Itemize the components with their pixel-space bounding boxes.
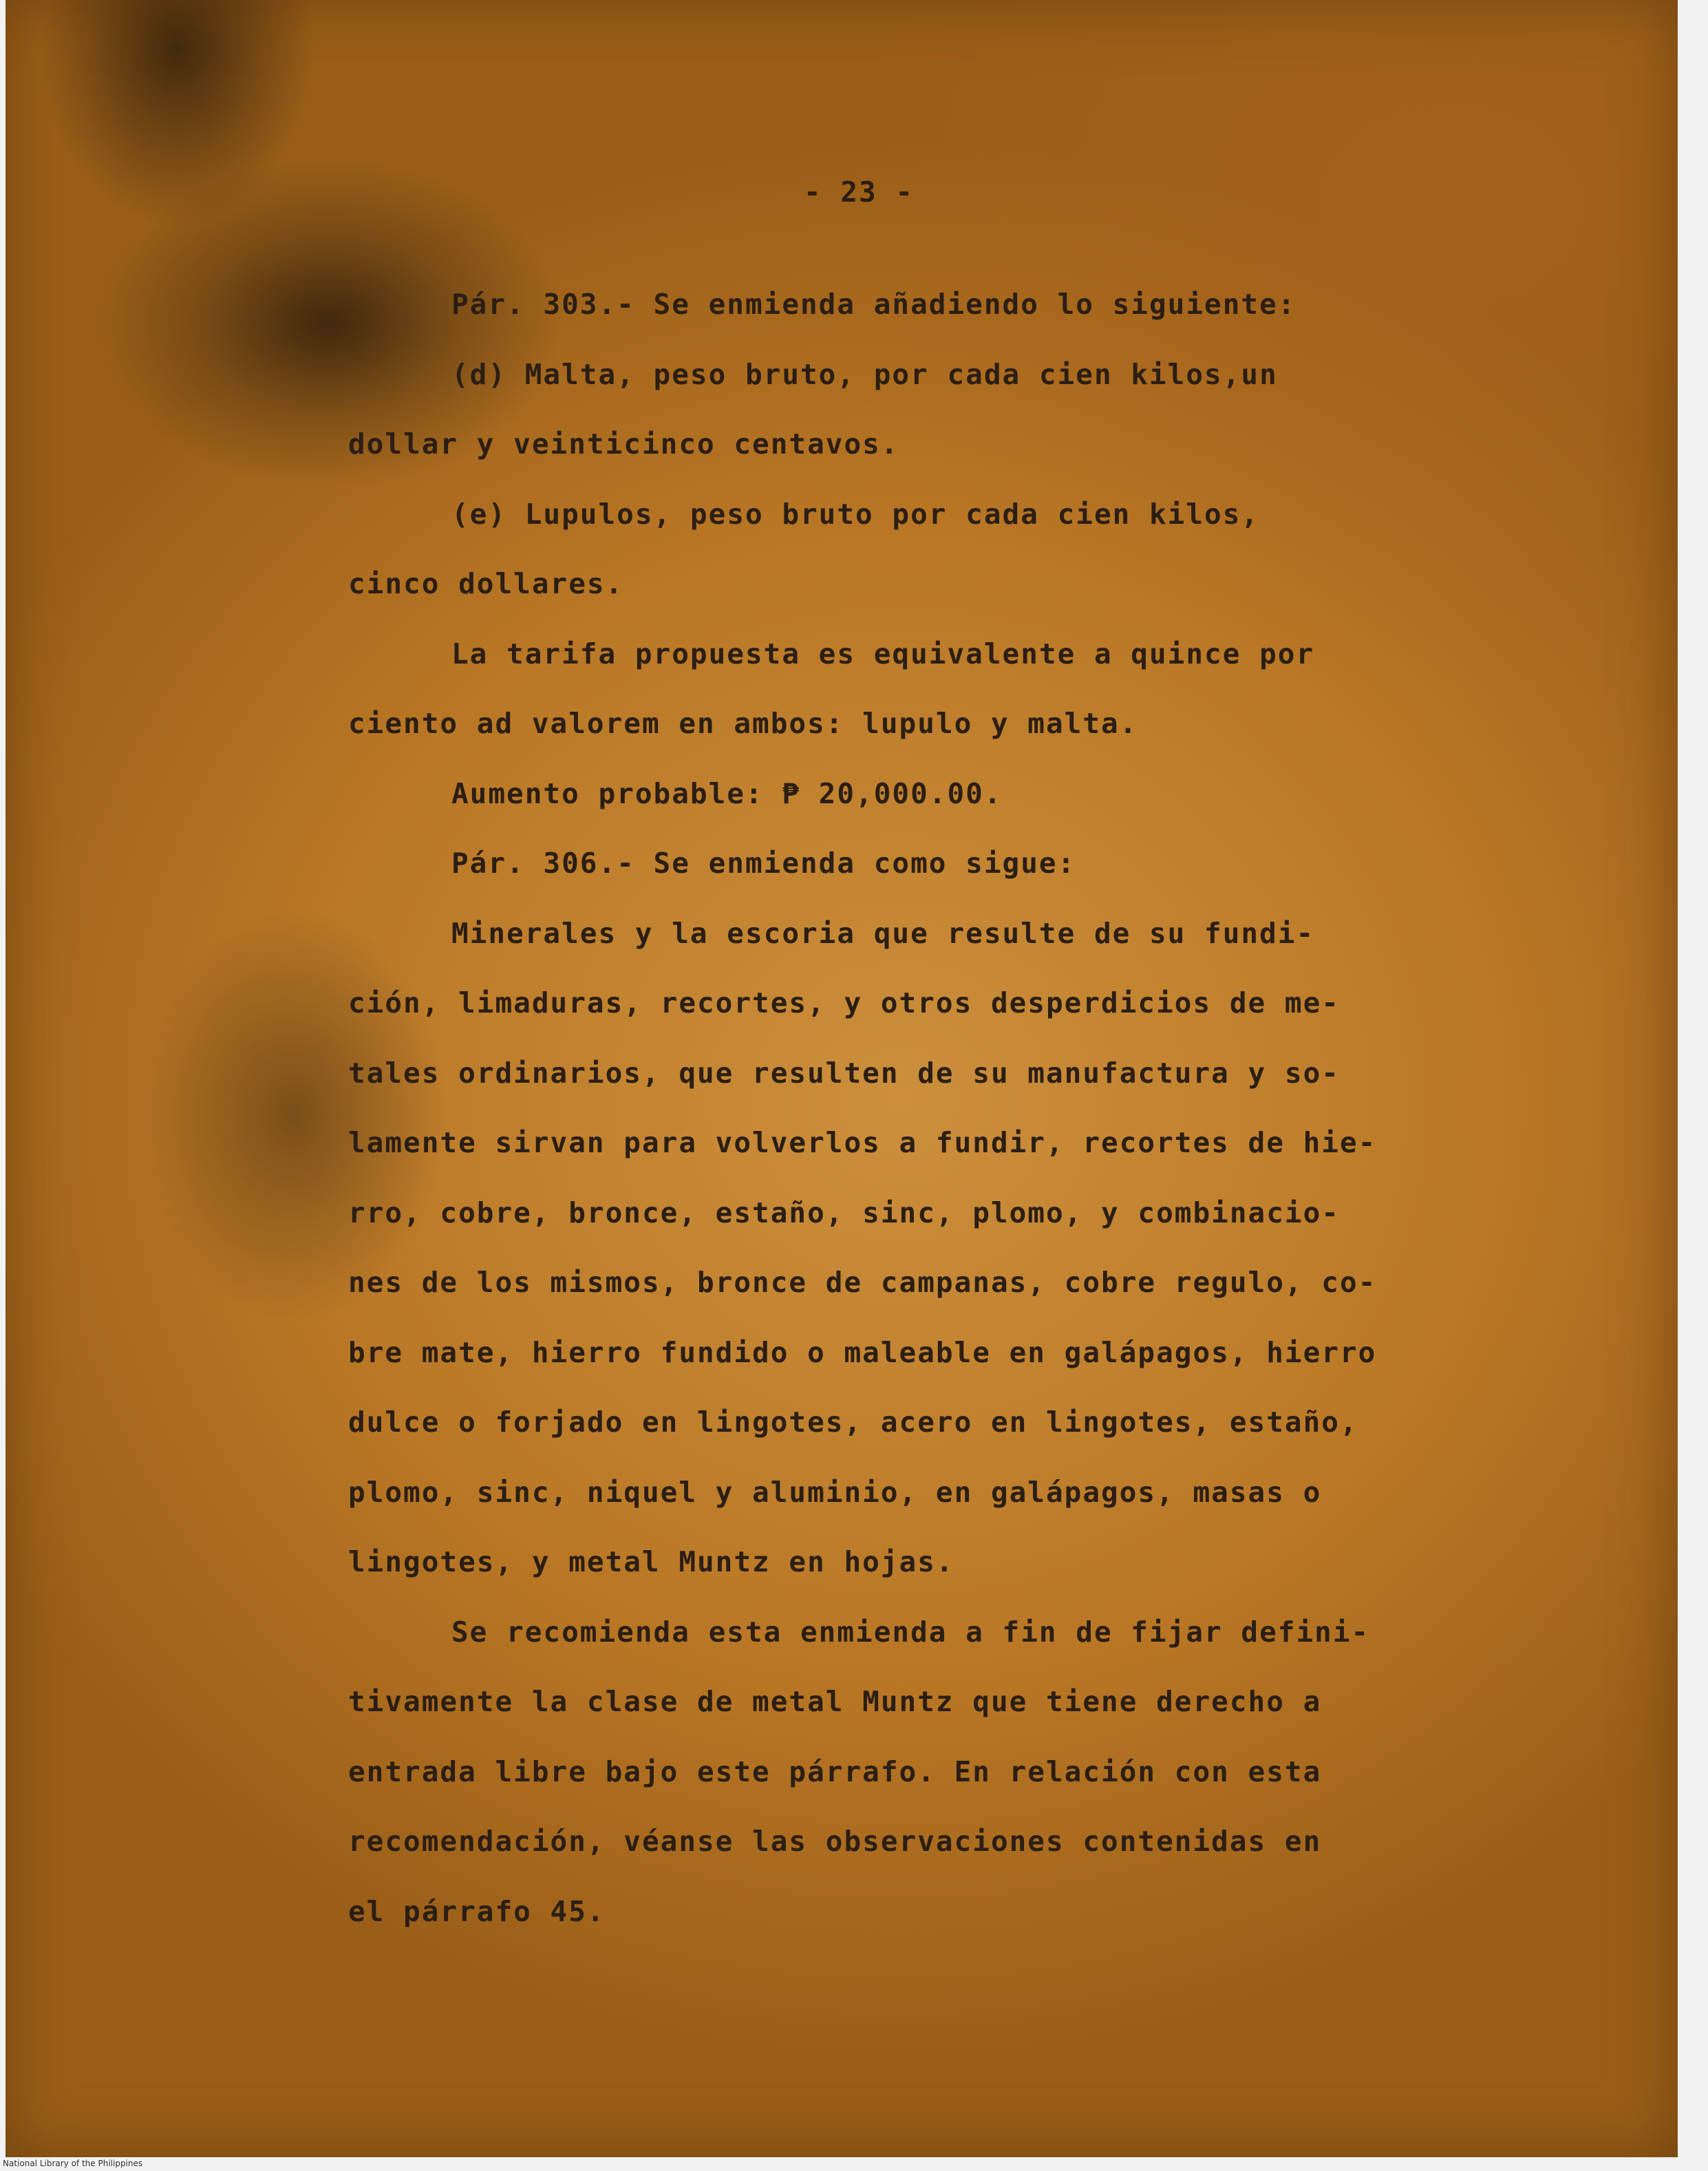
text-line: Pár. 306.- Se enmienda como sigue: (451, 847, 1076, 880)
text-line: dulce o forjado en lingotes, acero en lingotes, estaño, (348, 1406, 1358, 1439)
text-line: dollar y veinticinco centavos. (348, 427, 899, 460)
text-line: Minerales y la escoria que resulte de su fundi- (451, 916, 1315, 950)
archive-stamp: National Library of the Philippines (3, 2159, 143, 2168)
text-line: lingotes, y metal Muntz en hojas. (348, 1545, 954, 1578)
text-line: lamente sirvan para volverlos a fundir, recortes de hie- (348, 1126, 1377, 1159)
text-line: (d) Malta, peso bruto, por cada cien kilos,un (451, 357, 1278, 391)
text-line: (e) Lupulos, peso bruto por cada cien kilos, (451, 497, 1260, 531)
text-line: Pár. 303.- Se enmienda añadiendo lo siguiente: (451, 288, 1296, 321)
text-line: el párrafo 45. (348, 1894, 606, 1928)
text-line: rro, cobre, bronce, estaño, sinc, plomo, y combinacio- (348, 1196, 1340, 1229)
text-line: Aumento probable: ₱ 20,000.00. (451, 776, 1003, 810)
text-line: tales ordinarios, que resulten de su manufactura y so- (348, 1056, 1340, 1090)
text-line: ciento ad valorem en ambos: lupulo y malta. (348, 707, 1138, 740)
text-line: recomendación, véanse las observaciones contenidas en (348, 1825, 1322, 1858)
page-number: - 23 - (804, 176, 915, 209)
text-line: entrada libre bajo este párrafo. En relación con esta (348, 1755, 1322, 1788)
document-body (348, 270, 1518, 1947)
text-line: Se recomienda esta enmienda a fin de fijar defini- (451, 1615, 1370, 1649)
document-page (6, 0, 1678, 2157)
text-line: bre mate, hierro fundido o maleable en galápagos, hierro (348, 1335, 1377, 1369)
text-line: La tarifa propuesta es equivalente a quince por (451, 637, 1315, 670)
text-line: ción, limaduras, recortes, y otros desperdicios de me- (348, 986, 1340, 1019)
text-line: cinco dollares. (348, 567, 624, 600)
text-line: plomo, sinc, niquel y aluminio, en galápagos, masas o (348, 1475, 1322, 1509)
text-line: nes de los mismos, bronce de campanas, cobre regulo, co- (348, 1266, 1377, 1299)
text-line: tivamente la clase de metal Muntz que tiene derecho a (348, 1685, 1322, 1718)
